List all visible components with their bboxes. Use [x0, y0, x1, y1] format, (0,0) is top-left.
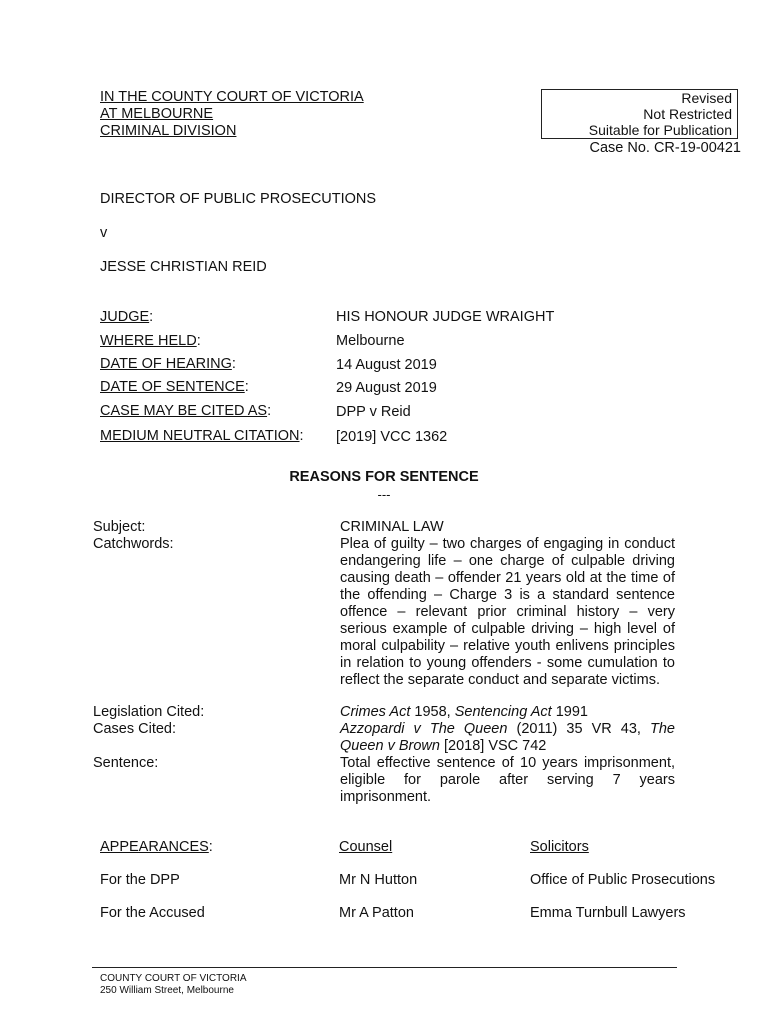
- appearance-counsel-dpp: Mr N Hutton: [339, 872, 418, 888]
- appearance-party-dpp: For the DPP: [100, 872, 180, 888]
- detail-label-where-held: WHERE HELD:: [100, 333, 201, 349]
- detail-value-where-held: Melbourne: [336, 333, 405, 349]
- accused-party: JESSE CHRISTIAN REID: [100, 259, 267, 275]
- court-name: IN THE COUNTY COURT OF VICTORIA: [100, 89, 364, 105]
- subject-value: CRIMINAL LAW: [340, 519, 444, 535]
- case-number: Case No. CR-19-00421: [589, 140, 741, 156]
- detail-label-citation: MEDIUM NEUTRAL CITATION:: [100, 428, 304, 444]
- detail-value-citation: [2019] VCC 1362: [336, 429, 448, 445]
- status-restriction: Not Restricted: [643, 106, 732, 122]
- footer-court-name: COUNTY COURT OF VICTORIA: [100, 973, 247, 984]
- court-location: AT MELBOURNE: [100, 106, 214, 122]
- appearance-solicitor-accused: Emma Turnbull Lawyers: [530, 905, 686, 921]
- catchwords-text: Plea of guilty – two charges of engaging in conduct endangering life – one charge of culpable driving causing death – offender 21 years old at the time of the offending – Charge 3 is a standard sentence offence – relevant prior criminal history – very serious example of culpable driving – high level of moral culpability – relative youth enlivens principles in relation to young offenders - some cumulation to reflect the separate conduct and separate victims.: [340, 536, 675, 688]
- cases-label: Cases Cited:: [93, 721, 177, 737]
- appearance-counsel-accused: Mr A Patton: [339, 905, 414, 921]
- catchwords-label: Catchwords:: [93, 536, 174, 552]
- status-publication: Suitable for Publication: [588, 122, 732, 138]
- footer-address: 250 William Street, Melbourne: [100, 985, 234, 996]
- court-division: CRIMINAL DIVISION: [100, 123, 237, 139]
- reasons-heading: REASONS FOR SENTENCE: [289, 469, 479, 485]
- publication-status-box: [541, 89, 738, 139]
- versus: v: [100, 225, 108, 241]
- detail-label-sentence-date: DATE OF SENTENCE:: [100, 379, 249, 395]
- detail-value-hearing-date: 14 August 2019: [336, 357, 437, 373]
- prosecution-party: DIRECTOR OF PUBLIC PROSECUTIONS: [100, 191, 377, 207]
- subject-label: Subject:: [93, 519, 146, 535]
- detail-label-judge: JUDGE:: [100, 309, 154, 325]
- legislation-text: Crimes Act 1958, Sentencing Act 1991: [340, 704, 588, 720]
- detail-value-judge: HIS HONOUR JUDGE WRAIGHT: [336, 309, 555, 325]
- detail-value-sentence-date: 29 August 2019: [336, 380, 437, 396]
- heading-divider: ---: [377, 487, 391, 502]
- sentence-label: Sentence:: [93, 755, 159, 771]
- sentence-text: Total effective sentence of 10 years imprisonment, eligible for parole after serving 7 years imprisonment.: [340, 755, 675, 805]
- appearances-label: APPEARANCES:: [100, 839, 213, 855]
- cases-text: Azzopardi v The Queen (2011) 35 VR 43, The Queen v Brown [2018] VSC 742: [340, 721, 675, 754]
- solicitors-header: Solicitors: [530, 839, 589, 855]
- status-revised: Revised: [681, 90, 732, 106]
- appearance-solicitor-dpp: Office of Public Prosecutions: [530, 872, 716, 888]
- footer-rule: [92, 967, 677, 968]
- court-header: [100, 89, 364, 140]
- counsel-header: Counsel: [339, 839, 393, 855]
- detail-value-cited-as: DPP v Reid: [336, 404, 411, 420]
- detail-label-hearing-date: DATE OF HEARING:: [100, 356, 236, 372]
- appearance-party-accused: For the Accused: [100, 905, 205, 921]
- legislation-label: Legislation Cited:: [93, 704, 205, 720]
- detail-label-cited-as: CASE MAY BE CITED AS:: [100, 403, 272, 419]
